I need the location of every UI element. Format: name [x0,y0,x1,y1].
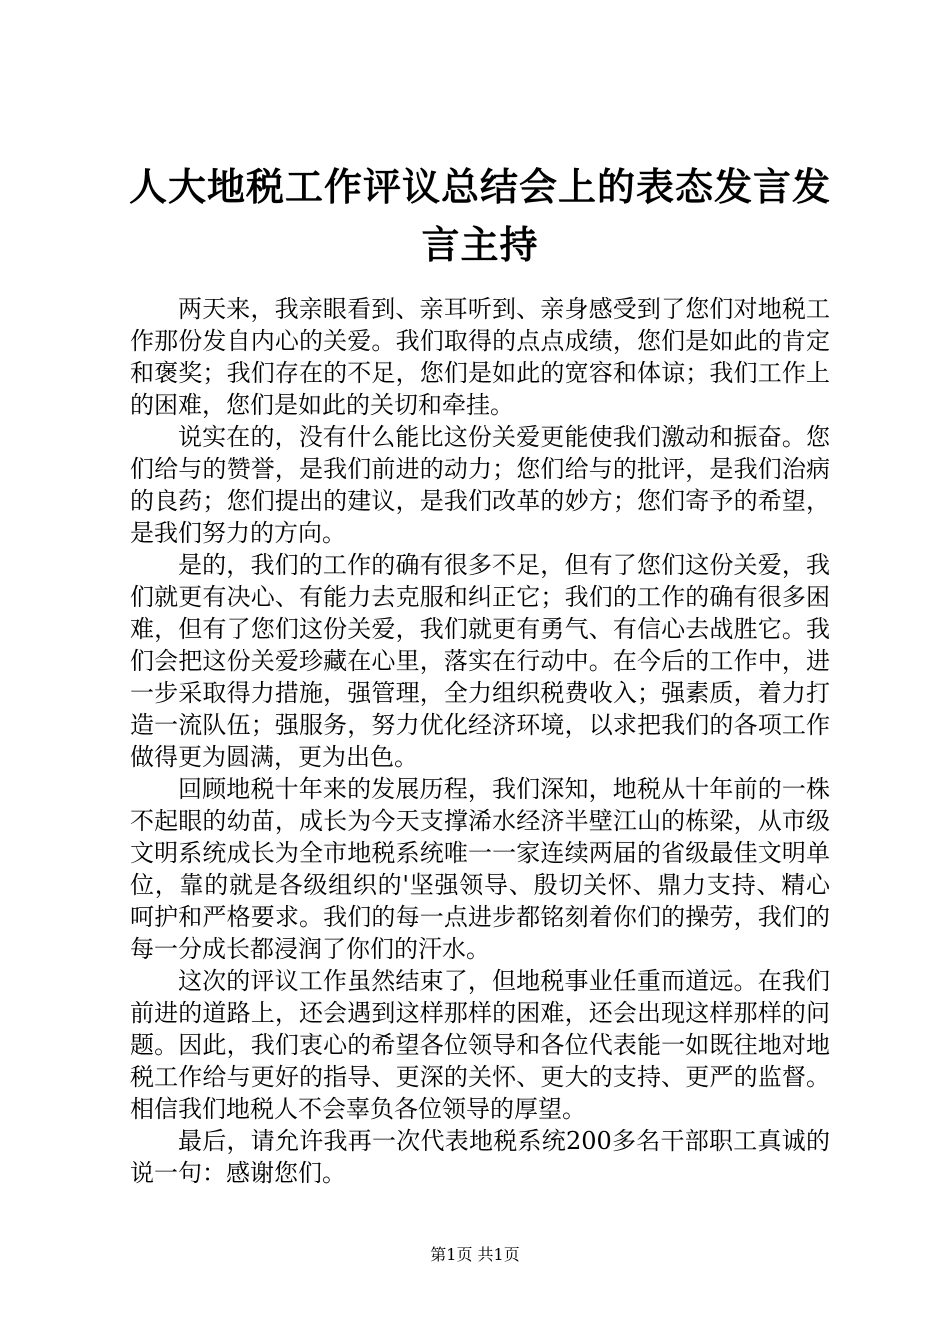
page-footer: 第1页 共1页 [430,1245,520,1264]
paragraph: 这次的评议工作虽然结束了，但地税事业任重而道远。在我们前进的道路上，还会遇到这样那样的困难，还会出现这样那样的问题。因此，我们衷心的希望各位领导和各位代表能一如既往地对地税工作给与更好的指导、更深的关怀、更大的支持、更严的监督。相信我们地税人不会辜负各位领导的厚望。 [130,967,830,1123]
document-body [130,293,830,1189]
paragraph: 回顾地税十年来的发展历程，我们深知，地税从十年前的一株不起眼的幼苗，成长为今天支撑浠水经济半壁江山的栋梁，从市级文明系统成长为全市地税系统唯一一家连续两届的省级最佳文明单位，靠的就是各级组织的'坚强领导、殷切关怀、鼎力支持、精心呵护和严格要求。我们的每一点进步都铭刻着你们的操劳，我们的每一分成长都浸润了你们的汗水。 [130,775,830,963]
document-title: 人大地税工作评议总结会上的表态发言发言主持 [128,164,831,267]
paragraph: 说实在的，没有什么能比这份关爱更能使我们激动和振奋。您们给与的赞誉，是我们前进的动力；您们给与的批评，是我们治病的良药；您们提出的建议，是我们改革的妙方；您们寄予的希望，是我们努力的方向。 [130,423,830,547]
paragraph: 最后，请允许我再一次代表地税系统200多名干部职工真诚的说一句：感谢您们。 [130,1127,830,1187]
paragraph: 两天来，我亲眼看到、亲耳听到、亲身感受到了您们对地税工作那份发自内心的关爱。我们取得的点点成绩，您们是如此的肯定和褒奖；我们存在的不足，您们是如此的宽容和体谅；我们工作上的困难，您们是如此的关切和牵挂。 [130,295,830,419]
paragraph: 是的，我们的工作的确有很多不足，但有了您们这份关爱，我们就更有决心、有能力去克服和纠正它；我们的工作的确有很多困难，但有了您们这份关爱，我们就更有勇气、有信心去战胜它。我们会把这份关爱珍藏在心里，落实在行动中。在今后的工作中，进一步采取得力措施，强管理，全力组织税费收入；强素质，着力打造一流队伍；强服务，努力优化经济环境，以求把我们的各项工作做得更为圆满，更为出色。 [130,551,830,771]
